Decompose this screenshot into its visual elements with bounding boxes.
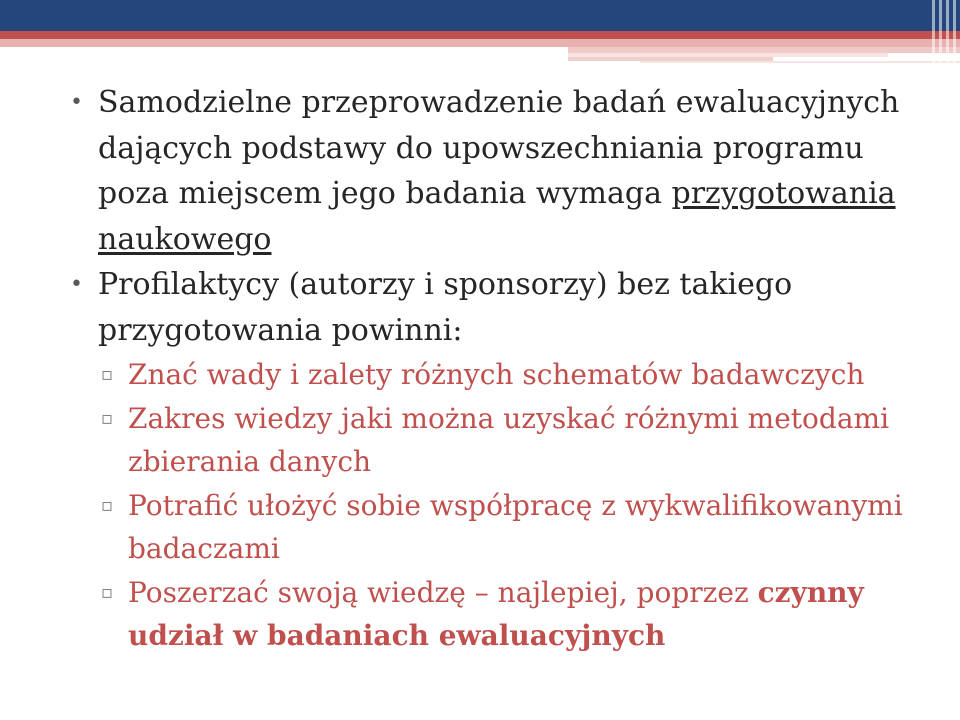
bullet-text: Profilaktycy (autorzy i sponsorzy) bez takiego przygotowania powinni: <box>98 267 793 348</box>
subbullet-item <box>70 353 940 396</box>
subbullet-item <box>70 484 940 570</box>
subbullet-text: Znać wady i zalety różnych schematów badawczych <box>128 358 865 391</box>
header-decorative-stripes <box>928 0 960 72</box>
subbullet-item <box>70 397 940 483</box>
subbullet-item <box>70 571 940 657</box>
slide-body <box>70 80 940 658</box>
bullet-underlined-text: przygotowania naukowego <box>98 176 896 257</box>
subbullet-icon: ▫ <box>101 364 114 385</box>
subbullet-list <box>70 353 940 657</box>
bullet-icon: • <box>70 90 83 115</box>
slide-header-bar <box>0 0 960 72</box>
subbullet-icon: ▫ <box>101 495 114 516</box>
bullet-text: Samodzielne przeprowadzenie badań ewaluacyjnych dających podstawy do upowszechniania programu poza miejscem jego badania wymaga <box>98 85 900 211</box>
bullet-item <box>70 262 940 353</box>
header-ribbon <box>640 61 960 63</box>
subbullet-text: Poszerzać swoją wiedzę – najlepiej, poprzez <box>128 576 758 609</box>
bullet-icon: • <box>70 272 83 297</box>
subbullet-icon: ▫ <box>101 408 114 429</box>
subbullet-icon: ▫ <box>101 582 114 603</box>
subbullet-bold-text: czynny udział w badaniach ewaluacyjnych <box>128 576 864 652</box>
bullet-item <box>70 80 940 262</box>
header-blue-band <box>0 0 960 31</box>
header-red-band <box>0 31 960 39</box>
subbullet-text: Potrafić ułożyć sobie współpracę z wykwalifikowanymi badaczami <box>128 489 903 565</box>
subbullet-text: Zakres wiedzy jaki można uzyskać różnymi metodami zbierania danych <box>128 402 890 478</box>
header-pink-band <box>0 39 960 47</box>
